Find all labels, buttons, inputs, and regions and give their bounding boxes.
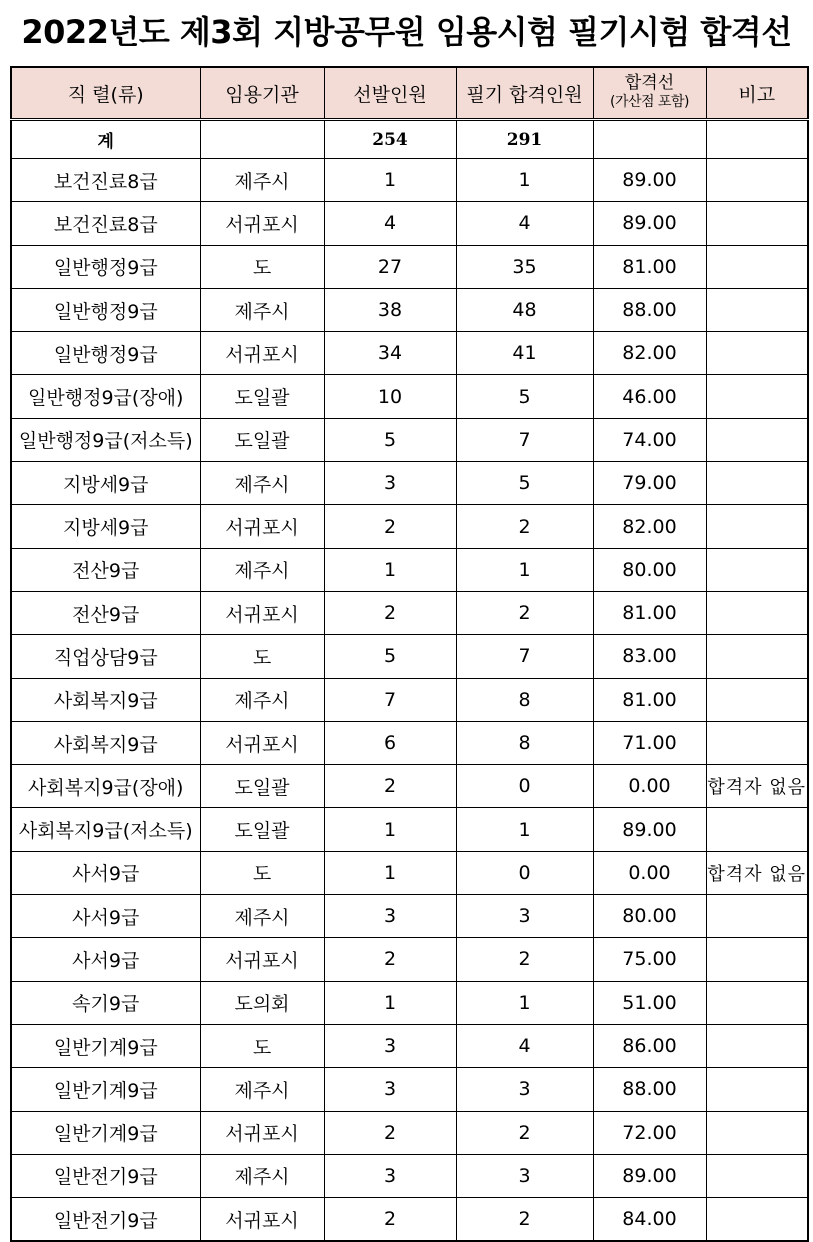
cell-remark: 합격자 없음	[706, 851, 808, 894]
cell-remark	[706, 895, 808, 938]
cell-cutoff: 89.00	[593, 202, 706, 245]
cell-passed: 3	[456, 1068, 593, 1111]
cell-agency: 도	[200, 1024, 324, 1067]
cell-remark	[706, 288, 808, 331]
cell-agency: 도의회	[200, 981, 324, 1024]
cell-agency: 서귀포시	[200, 721, 324, 764]
table-body	[11, 120, 808, 1242]
header-job: 직 렬(류)	[11, 67, 200, 120]
cell-quota: 2	[324, 765, 456, 808]
total-row	[11, 120, 808, 159]
cell-agency: 제주시	[200, 462, 324, 505]
cell-quota: 1	[324, 159, 456, 202]
table-row	[11, 635, 808, 678]
cell-quota: 5	[324, 418, 456, 461]
table-row	[11, 1154, 808, 1197]
cell-remark: 합격자 없음	[706, 765, 808, 808]
cell-quota: 5	[324, 635, 456, 678]
cell-remark	[706, 375, 808, 418]
cell-remark	[706, 245, 808, 288]
cell-job: 일반전기9급	[11, 1198, 200, 1242]
cell-agency: 도	[200, 245, 324, 288]
table-row	[11, 332, 808, 375]
cell-job: 직업상담9급	[11, 635, 200, 678]
cell-job: 지방세9급	[11, 462, 200, 505]
cell-quota: 2	[324, 938, 456, 981]
total-remark	[706, 120, 808, 159]
cell-remark	[706, 159, 808, 202]
cell-passed: 1	[456, 981, 593, 1024]
header-quota: 선발인원	[324, 67, 456, 120]
cell-cutoff: 81.00	[593, 678, 706, 721]
cell-agency: 서귀포시	[200, 332, 324, 375]
cell-passed: 7	[456, 418, 593, 461]
cell-cutoff: 89.00	[593, 159, 706, 202]
cell-agency: 서귀포시	[200, 1111, 324, 1154]
cell-job: 일반행정9급(장애)	[11, 375, 200, 418]
cell-quota: 3	[324, 1024, 456, 1067]
cell-remark	[706, 808, 808, 851]
cell-job: 사회복지9급	[11, 721, 200, 764]
table-row	[11, 1198, 808, 1242]
cell-job: 사서9급	[11, 851, 200, 894]
cell-cutoff: 88.00	[593, 288, 706, 331]
header-cutoff	[593, 67, 706, 120]
cell-quota: 1	[324, 808, 456, 851]
cell-passed: 2	[456, 505, 593, 548]
cell-passed: 0	[456, 765, 593, 808]
cell-passed: 4	[456, 1024, 593, 1067]
cell-cutoff: 86.00	[593, 1024, 706, 1067]
table-row	[11, 981, 808, 1024]
cell-job: 일반행정9급(저소득)	[11, 418, 200, 461]
table-row	[11, 505, 808, 548]
cell-cutoff: 0.00	[593, 851, 706, 894]
cell-remark	[706, 938, 808, 981]
cell-job: 사회복지9급(저소득)	[11, 808, 200, 851]
cell-quota: 10	[324, 375, 456, 418]
cell-cutoff: 88.00	[593, 1068, 706, 1111]
cell-quota: 1	[324, 981, 456, 1024]
cell-passed: 2	[456, 591, 593, 634]
table-row	[11, 462, 808, 505]
cell-remark	[706, 1198, 808, 1242]
total-cutoff	[593, 120, 706, 159]
cell-remark	[706, 462, 808, 505]
cell-cutoff: 51.00	[593, 981, 706, 1024]
cell-quota: 3	[324, 1154, 456, 1197]
table-row	[11, 808, 808, 851]
cell-agency: 제주시	[200, 288, 324, 331]
cell-job: 일반행정9급	[11, 245, 200, 288]
table-row	[11, 938, 808, 981]
cell-passed: 4	[456, 202, 593, 245]
cell-cutoff: 80.00	[593, 895, 706, 938]
header-cutoff-sub: (가산점 포함)	[610, 94, 689, 110]
cell-agency: 도일괄	[200, 418, 324, 461]
cell-remark	[706, 1024, 808, 1067]
cell-job: 일반기계9급	[11, 1068, 200, 1111]
cell-passed: 2	[456, 1111, 593, 1154]
cell-agency: 도일괄	[200, 808, 324, 851]
cell-cutoff: 84.00	[593, 1198, 706, 1242]
cell-passed: 5	[456, 375, 593, 418]
cell-cutoff: 81.00	[593, 591, 706, 634]
total-passed: 291	[456, 120, 593, 159]
cell-cutoff: 46.00	[593, 375, 706, 418]
cell-passed: 3	[456, 895, 593, 938]
table-row	[11, 202, 808, 245]
cell-cutoff: 71.00	[593, 721, 706, 764]
cell-remark	[706, 981, 808, 1024]
table-row	[11, 1068, 808, 1111]
cell-job: 속기9급	[11, 981, 200, 1024]
cell-cutoff: 72.00	[593, 1111, 706, 1154]
cell-remark	[706, 1154, 808, 1197]
cell-quota: 27	[324, 245, 456, 288]
cell-job: 사회복지9급(장애)	[11, 765, 200, 808]
cell-agency: 도	[200, 635, 324, 678]
cell-agency: 제주시	[200, 678, 324, 721]
cell-remark	[706, 635, 808, 678]
cell-passed: 2	[456, 1198, 593, 1242]
cell-remark	[706, 721, 808, 764]
cell-remark	[706, 548, 808, 591]
header-cutoff-main: 합격선	[624, 73, 675, 93]
header-remark: 비고	[706, 67, 808, 120]
cell-passed: 1	[456, 159, 593, 202]
cell-passed: 1	[456, 548, 593, 591]
cell-quota: 2	[324, 1198, 456, 1242]
cell-cutoff: 74.00	[593, 418, 706, 461]
cell-agency: 도일괄	[200, 375, 324, 418]
cell-quota: 6	[324, 721, 456, 764]
cell-remark	[706, 1111, 808, 1154]
cell-cutoff: 89.00	[593, 808, 706, 851]
cell-remark	[706, 202, 808, 245]
cell-remark	[706, 1068, 808, 1111]
table-row	[11, 375, 808, 418]
table-row	[11, 288, 808, 331]
cell-quota: 1	[324, 851, 456, 894]
total-agency	[200, 120, 324, 159]
cell-agency: 서귀포시	[200, 1198, 324, 1242]
table-row	[11, 851, 808, 894]
results-table	[10, 66, 809, 1242]
cell-quota: 3	[324, 895, 456, 938]
table-row	[11, 765, 808, 808]
header-row	[11, 67, 808, 120]
cell-job: 사서9급	[11, 895, 200, 938]
cell-job: 지방세9급	[11, 505, 200, 548]
cell-cutoff: 80.00	[593, 548, 706, 591]
cell-remark	[706, 418, 808, 461]
cell-quota: 1	[324, 548, 456, 591]
cell-remark	[706, 678, 808, 721]
cell-quota: 7	[324, 678, 456, 721]
cell-job: 일반기계9급	[11, 1111, 200, 1154]
table-row	[11, 418, 808, 461]
cell-job: 일반행정9급	[11, 288, 200, 331]
total-label: 계	[11, 120, 200, 159]
cell-agency: 서귀포시	[200, 202, 324, 245]
cell-passed: 1	[456, 808, 593, 851]
cell-cutoff: 89.00	[593, 1154, 706, 1197]
cell-job: 사회복지9급	[11, 678, 200, 721]
cell-agency: 제주시	[200, 895, 324, 938]
table-row	[11, 895, 808, 938]
page-title: 2022년도 제3회 지방공무원 임용시험 필기시험 합격선	[21, 13, 792, 51]
cell-job: 전산9급	[11, 591, 200, 634]
cell-job: 보건진료8급	[11, 202, 200, 245]
cell-passed: 35	[456, 245, 593, 288]
cell-remark	[706, 591, 808, 634]
cell-cutoff: 0.00	[593, 765, 706, 808]
cell-passed: 5	[456, 462, 593, 505]
cell-agency: 제주시	[200, 548, 324, 591]
cell-job: 전산9급	[11, 548, 200, 591]
cell-agency: 도일괄	[200, 765, 324, 808]
table-row	[11, 245, 808, 288]
table-row	[11, 159, 808, 202]
cell-quota: 3	[324, 1068, 456, 1111]
cell-passed: 48	[456, 288, 593, 331]
cell-agency: 서귀포시	[200, 591, 324, 634]
cell-job: 사서9급	[11, 938, 200, 981]
cell-quota: 4	[324, 202, 456, 245]
cell-job: 일반전기9급	[11, 1154, 200, 1197]
cell-agency: 서귀포시	[200, 938, 324, 981]
cell-quota: 38	[324, 288, 456, 331]
header-passed: 필기 합격인원	[456, 67, 593, 120]
cell-quota: 34	[324, 332, 456, 375]
cell-job: 일반기계9급	[11, 1024, 200, 1067]
cell-agency: 제주시	[200, 159, 324, 202]
cell-passed: 2	[456, 938, 593, 981]
table-row	[11, 721, 808, 764]
cell-job: 일반행정9급	[11, 332, 200, 375]
cell-passed: 8	[456, 678, 593, 721]
cell-passed: 8	[456, 721, 593, 764]
cell-remark	[706, 332, 808, 375]
cell-passed: 0	[456, 851, 593, 894]
table-row	[11, 678, 808, 721]
cell-agency: 제주시	[200, 1154, 324, 1197]
cell-passed: 41	[456, 332, 593, 375]
cell-quota: 3	[324, 462, 456, 505]
cell-cutoff: 82.00	[593, 505, 706, 548]
table-row	[11, 1024, 808, 1067]
cell-cutoff: 81.00	[593, 245, 706, 288]
table-row	[11, 1111, 808, 1154]
table-row	[11, 591, 808, 634]
cell-cutoff: 75.00	[593, 938, 706, 981]
cell-passed: 7	[456, 635, 593, 678]
cell-agency: 서귀포시	[200, 505, 324, 548]
cell-cutoff: 79.00	[593, 462, 706, 505]
cell-cutoff: 82.00	[593, 332, 706, 375]
cell-agency: 제주시	[200, 1068, 324, 1111]
header-agency: 임용기관	[200, 67, 324, 120]
cell-quota: 2	[324, 591, 456, 634]
cell-quota: 2	[324, 1111, 456, 1154]
cell-agency: 도	[200, 851, 324, 894]
cell-job: 보건진료8급	[11, 159, 200, 202]
cell-cutoff: 83.00	[593, 635, 706, 678]
cell-remark	[706, 505, 808, 548]
cell-passed: 3	[456, 1154, 593, 1197]
table-row	[11, 548, 808, 591]
total-quota: 254	[324, 120, 456, 159]
cell-quota: 2	[324, 505, 456, 548]
